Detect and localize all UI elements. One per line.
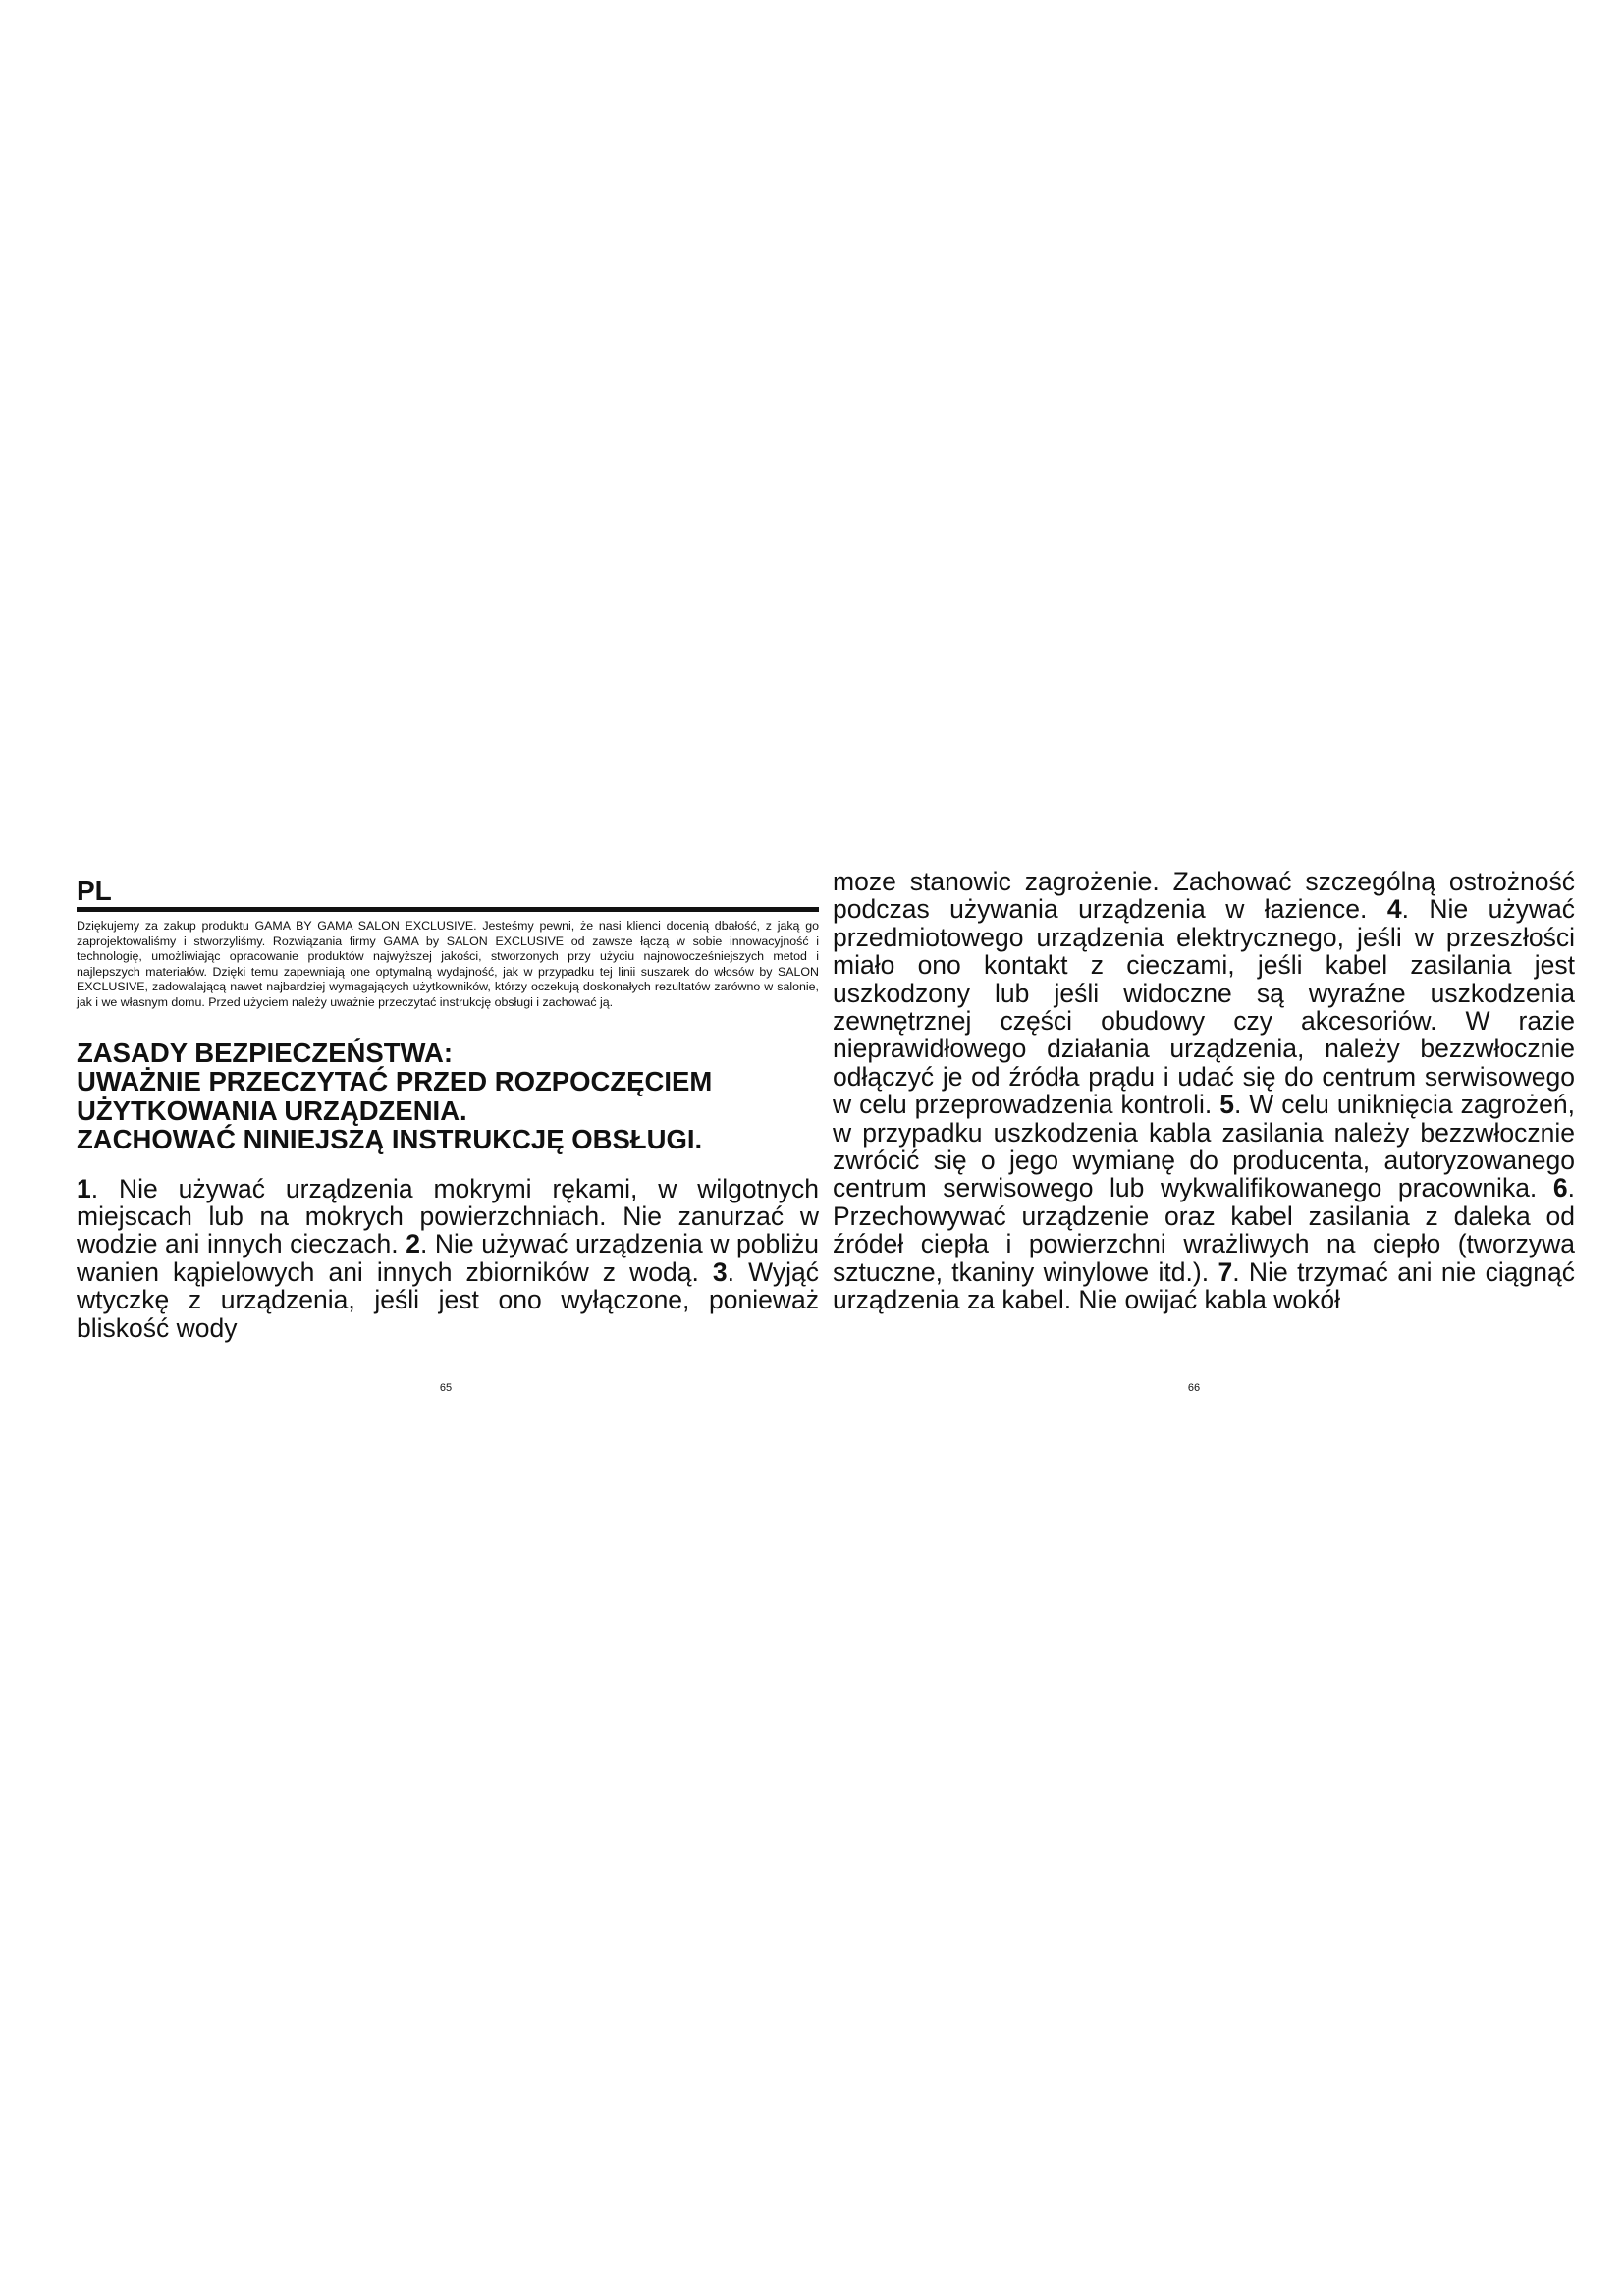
safety-instructions-text (833, 868, 1575, 1314)
item-number: 3 (712, 1256, 728, 1287)
item-number: 1 (77, 1173, 91, 1203)
heading-rule (77, 907, 819, 912)
safety-instructions-text (77, 1175, 819, 1342)
item-text: . Nie używać urządzenia mokrymi rękami, w wilgotnych miejscach lub na mokrych powierzchniach. Nie zanurzać w wodzie ani innych cieczach. (77, 1173, 819, 1259)
safety-heading-line: UŻYTKOWANIA URZĄDZENIA. (77, 1095, 467, 1126)
language-code: PL (77, 876, 112, 906)
page-number-right: 66 (1187, 1382, 1201, 1394)
item-number: 5 (1219, 1090, 1234, 1120)
item-text: . Nie używać urządzenia w pobliżu wanien kąpielowych ani innych zbiorników z wodą. (77, 1229, 820, 1287)
page-right (833, 867, 1576, 1315)
item-text: . Wyjąć wtyczkę z urządzenia, jeśli jest ono wyłączone, ponieważ bliskość wody (77, 1256, 819, 1343)
safety-heading (77, 1039, 819, 1154)
item-text: . Przechowywać urządzenie oraz kabel zasilania z daleka od źródeł ciepła i powierzchni wrażliwych na ciepło (tworzywa sztuczne, tkaniny winylowe itd.). (833, 1173, 1575, 1287)
item-text: . Nie trzymać ani nie ciągnąć urządzenia za kabel. Nie owijać kabla wokół (833, 1256, 1576, 1315)
item-number: 7 (1218, 1256, 1233, 1287)
safety-heading-line: UWAŻNIE PRZECZYTAĆ PRZED ROZPOCZĘCIEM (77, 1066, 713, 1097)
page-left (77, 877, 819, 1342)
safety-heading-line: ZACHOWAĆ NINIEJSZĄ INSTRUKCJĘ OBSŁUGI. (77, 1124, 703, 1155)
item-number: 4 (1386, 894, 1402, 925)
safety-heading-line: ZASADY BEZPIECZEŃSTWA: (77, 1037, 453, 1068)
intro-paragraph: Dziękujemy za zakup produktu GAMA BY GAMA SALON EXCLUSIVE. Jesteśmy pewni, że nasi klienci docenią dbałość, z jaką go zaprojektowaliśmy i stworzyliśmy. Rozwiązania firmy GAMA by SALON EXCLUSIVE od zawsze łączą w sobie innowacyjność i technologię, umożliwiając opracowanie produktów najwyższej jakości, stworzonych przy użyciu najnowocześniejszych metod i najlepszych materiałów. Dzięki temu zapewniają one optymalną wydajność, jak w przypadku tej linii suszarek do włosów by SALON EXCLUSIVE, zadowalającą nawet najbardziej wymagających użytkowników, którzy oczekują doskonałych rezultatów zarówno w salonie, jak i we własnym domu. Przed użyciem należy uważnie przeczytać instrukcję obsługi i zachować ją. (77, 919, 819, 1009)
item-text: . Nie używać przedmiotowego urządzenia elektrycznego, jeśli w przeszłości miało ono kontakt z cieczami, jeśli kabel zasilania jest uszkodzony lub jeśli widoczne są wyraźne uszkodzenia zewnętrznej części obudowy czy akcesoriów. W razie nieprawidłowego działania urządzenia, należy bezzwłocznie odłączyć je od źródła prądu i udać się do centrum serwisowego w celu przeprowadzenia kontroli. (833, 894, 1575, 1120)
item-text: . W celu uniknięcia zagrożeń, w przypadku uszkodzenia kabla zasilania należy bezzwłocznie zwrócić się o jego wymianę do producenta, autoryzowanego centrum serwisowego lub wykwalifikowanego pracownika. (833, 1090, 1576, 1203)
item-number: 2 (406, 1229, 420, 1259)
item-text: moze stanowic zagrożenie. Zachować szczególną ostrożność podczas używania urządzenia w łazience. (833, 867, 1575, 925)
item-number: 6 (1552, 1173, 1568, 1203)
page-number-left: 65 (439, 1382, 453, 1394)
